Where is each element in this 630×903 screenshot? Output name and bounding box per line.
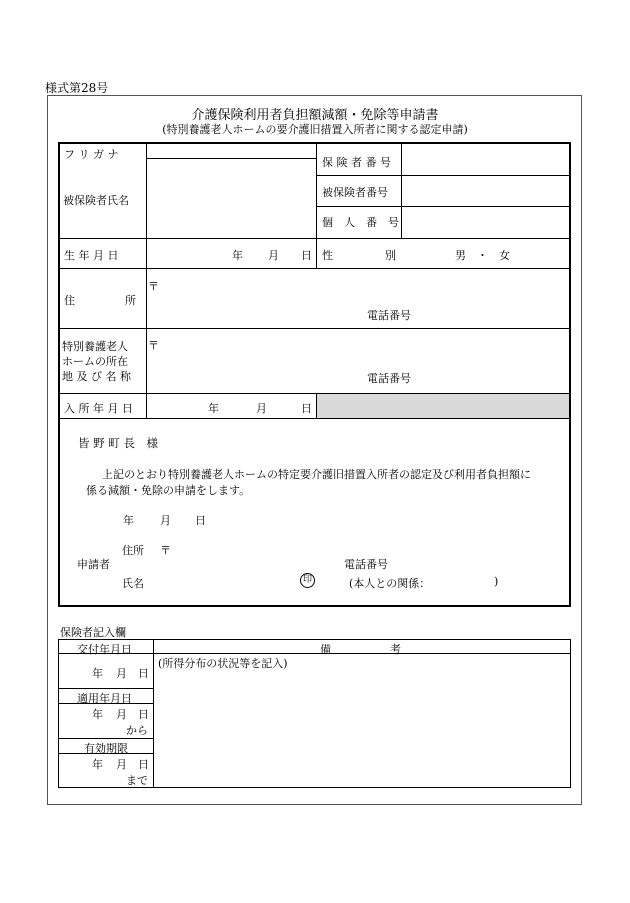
address-label: 住	[64, 294, 75, 307]
insured-name-label: 被保険者氏名	[63, 194, 129, 207]
facility-label-1: 特別養護老人	[62, 340, 128, 353]
sex-label-2: 別	[385, 249, 396, 262]
issue-year: 年	[92, 667, 103, 680]
issue-month: 月	[116, 667, 127, 680]
facility-postal-mark: 〒	[148, 339, 159, 352]
admission-date-label: 入 所 年 月 日	[64, 402, 133, 415]
address-phone-label: 電話番号	[367, 309, 411, 322]
form-subtitle: (特別養護老人ホームの要介護旧措置入所者に関する認定申請)	[162, 123, 468, 136]
expiry-year: 年	[92, 758, 103, 771]
remarks-note: (所得分布の状況等を記入)	[158, 657, 288, 670]
applicant-label: 申請者	[77, 558, 110, 571]
admission-day: 日	[301, 402, 312, 415]
sex-options: 男 ・ 女	[455, 249, 510, 262]
apply-day: 日	[138, 708, 149, 721]
statement-line-1: 上記のとおり特別養護老人ホームの特定要介護旧措置入所者の認定及び利用者負担額に	[102, 468, 531, 481]
issue-day: 日	[138, 667, 149, 680]
from-label: から	[126, 724, 148, 737]
address-label-2: 所	[125, 294, 136, 307]
admission-month: 月	[256, 402, 267, 415]
birth-month: 月	[268, 249, 279, 262]
application-year: 年	[123, 514, 134, 527]
birth-day: 日	[301, 249, 312, 262]
applicant-table	[58, 142, 571, 607]
facility-label-3: 地 及 び 名 称	[62, 370, 131, 383]
facility-phone-label: 電話番号	[367, 372, 411, 385]
applicant-phone-label: 電話番号	[344, 558, 388, 571]
relation-label: (本人との関係：	[349, 577, 431, 590]
remarks-label: 備	[320, 643, 331, 656]
apply-date-label: 適用年月日	[77, 692, 132, 705]
furigana-label: フ リ ガ ナ	[64, 148, 119, 161]
facility-label-2: ホームの所在	[62, 355, 128, 368]
remarks-label-2: 考	[390, 643, 401, 656]
seal-mark: 印	[300, 573, 315, 588]
statement-line-2: 係る減額・免除の申請をします。	[86, 484, 251, 497]
sex-label: 性	[322, 249, 333, 262]
application-month: 月	[160, 514, 171, 527]
expiry-day: 日	[138, 758, 149, 771]
form-number: 様式第28号	[45, 81, 109, 95]
admission-year: 年	[208, 402, 219, 415]
issue-date-label: 交付年月日	[77, 643, 132, 656]
address-postal-mark: 〒	[148, 280, 159, 293]
until-label: まで	[126, 774, 148, 787]
apply-month: 月	[116, 708, 127, 721]
expiry-label: 有効期限	[84, 742, 128, 755]
applicant-address-label: 住所	[122, 544, 144, 557]
applicant-name-label: 氏名	[122, 577, 144, 590]
shaded-cell	[317, 394, 569, 418]
personal-number-label: 個 人 番 号	[322, 216, 399, 229]
insured-number-label: 被保険者番号	[322, 186, 388, 199]
insurer-section-heading: 保険者記入欄	[60, 626, 126, 639]
applicant-postal-mark: 〒	[160, 544, 171, 557]
relation-close: )	[494, 575, 499, 588]
insurer-table	[58, 639, 571, 788]
addressee: 皆 野 町 長 様	[78, 436, 158, 450]
expiry-month: 月	[116, 758, 127, 771]
birthdate-label: 生 年 月 日	[64, 249, 119, 262]
apply-year: 年	[92, 708, 103, 721]
insurer-number-label: 保 険 者 番 号	[322, 156, 391, 169]
birth-year: 年	[232, 249, 243, 262]
application-day: 日	[195, 514, 206, 527]
form-title: 介護保険利用者負担額減額・免除等申請書	[191, 108, 439, 123]
